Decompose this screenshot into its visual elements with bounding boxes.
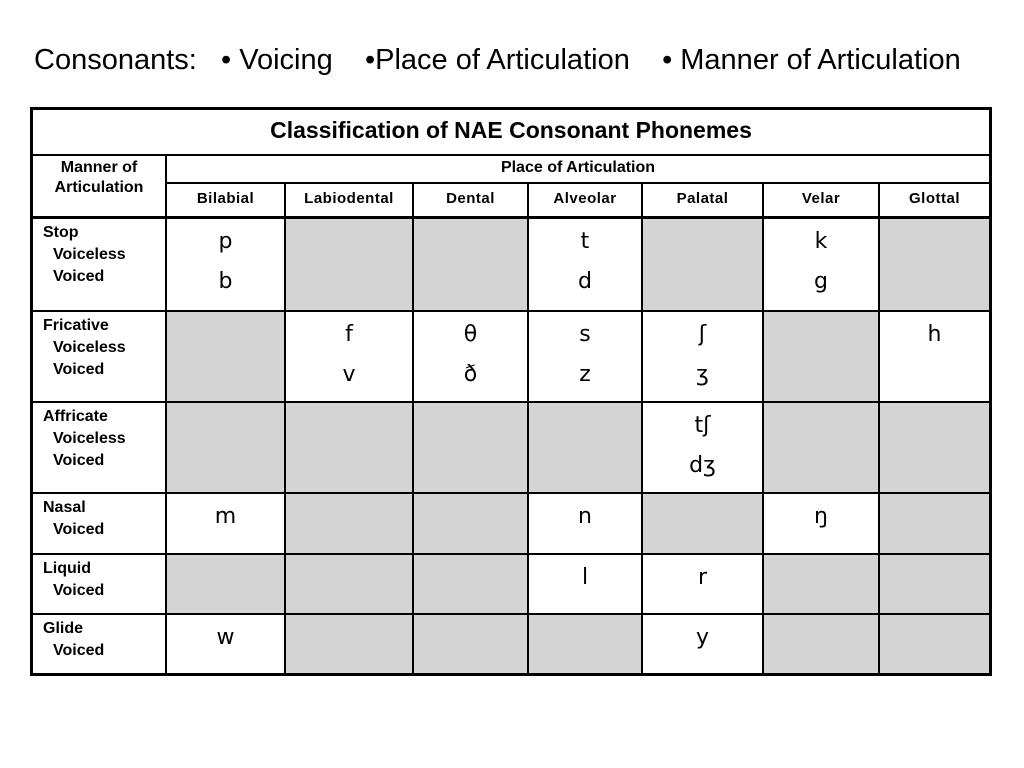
phoneme-symbol: l	[581, 565, 589, 590]
manner-label: Stop	[43, 224, 79, 241]
voicing-label: Voiced	[53, 452, 105, 469]
phoneme-symbol: m	[214, 504, 237, 529]
phoneme-symbol: h	[927, 322, 942, 347]
voicing-label: Voiced	[53, 268, 105, 285]
phoneme-cell	[167, 615, 286, 673]
voicing-label: Voiced	[53, 361, 105, 378]
phoneme-symbol: v	[342, 362, 356, 387]
empty-cell	[764, 312, 880, 403]
phoneme-cell	[764, 219, 880, 312]
manner-label: Glide	[43, 620, 84, 637]
voicing-label: Voiced	[53, 521, 105, 538]
empty-cell	[764, 403, 880, 494]
phoneme-cell	[529, 219, 643, 312]
consonant-table	[30, 107, 992, 676]
empty-cell	[529, 403, 643, 494]
empty-cell	[880, 219, 989, 312]
bullet-voicing: • Voicing	[221, 44, 333, 76]
empty-cell	[414, 615, 529, 673]
empty-cell	[643, 494, 764, 555]
phoneme-cell	[643, 615, 764, 673]
empty-cell	[414, 219, 529, 312]
phoneme-cell	[643, 403, 764, 494]
manner-header	[33, 156, 167, 219]
manner-label: Liquid	[43, 560, 91, 577]
empty-cell	[880, 555, 989, 615]
empty-cell	[414, 403, 529, 494]
phoneme-symbol: t	[580, 229, 590, 254]
phoneme-symbol: n	[578, 504, 592, 529]
manner-header-line-2: Articulation	[54, 179, 144, 196]
empty-cell	[286, 555, 414, 615]
empty-cell	[167, 403, 286, 494]
column-header-alveolar: Alveolar	[529, 184, 643, 219]
manner-header-line-1: Manner of	[60, 159, 138, 176]
column-header-glottal: Glottal	[880, 184, 989, 219]
phoneme-symbol: p	[218, 229, 233, 254]
phoneme-cell	[167, 494, 286, 555]
empty-cell	[643, 219, 764, 312]
phoneme-symbol: g	[814, 269, 828, 294]
empty-cell	[764, 615, 880, 673]
column-header-velar: Velar	[764, 184, 880, 219]
empty-cell	[286, 403, 414, 494]
phoneme-symbol: s	[579, 322, 591, 347]
empty-cell	[880, 403, 989, 494]
phoneme-symbol: tʃ	[694, 413, 711, 438]
voicing-label: Voiceless	[53, 430, 126, 447]
empty-cell	[286, 219, 414, 312]
voicing-label: Voiceless	[53, 339, 126, 356]
manner-label: Affricate	[43, 408, 108, 425]
phoneme-symbol: y	[695, 625, 710, 650]
voicing-label: Voiceless	[53, 246, 126, 263]
phoneme-symbol: k	[814, 229, 828, 254]
phoneme-symbol: r	[697, 565, 708, 590]
empty-cell	[167, 312, 286, 403]
row-label-affricate	[33, 403, 167, 494]
column-header-dental: Dental	[414, 184, 529, 219]
table-caption: Classification of NAE Consonant Phonemes	[33, 110, 989, 156]
phoneme-symbol: w	[216, 625, 235, 650]
manner-label: Nasal	[43, 499, 86, 516]
empty-cell	[880, 615, 989, 673]
phoneme-cell	[286, 312, 414, 403]
empty-cell	[414, 494, 529, 555]
phoneme-symbol: ð	[463, 362, 478, 387]
phoneme-symbol: θ	[463, 322, 478, 347]
phoneme-symbol: ŋ	[814, 504, 828, 529]
phoneme-symbol: d	[578, 269, 592, 294]
manner-label: Fricative	[43, 317, 109, 334]
voicing-label: Voiced	[53, 642, 105, 659]
phoneme-cell	[643, 555, 764, 615]
column-header-labiodental: Labiodental	[286, 184, 414, 219]
empty-cell	[286, 494, 414, 555]
phoneme-symbol: z	[579, 362, 591, 387]
phoneme-cell	[529, 555, 643, 615]
phoneme-cell	[167, 219, 286, 312]
empty-cell	[880, 494, 989, 555]
phoneme-symbol: dʒ	[689, 453, 716, 478]
phoneme-symbol: b	[218, 269, 233, 294]
empty-cell	[764, 555, 880, 615]
voicing-label: Voiced	[53, 582, 105, 599]
phoneme-cell	[764, 494, 880, 555]
row-label-liquid	[33, 555, 167, 615]
phoneme-cell	[529, 494, 643, 555]
phoneme-cell	[880, 312, 989, 403]
place-header: Place of Articulation	[167, 156, 989, 184]
title-prefix: Consonants:	[34, 44, 197, 76]
phoneme-symbol: f	[345, 322, 353, 347]
column-header-palatal: Palatal	[643, 184, 764, 219]
bullet-place: •Place of Articulation	[364, 44, 630, 76]
column-header-bilabial: Bilabial	[167, 184, 286, 219]
phoneme-cell	[529, 312, 643, 403]
empty-cell	[286, 615, 414, 673]
empty-cell	[167, 555, 286, 615]
phoneme-cell	[414, 312, 529, 403]
empty-cell	[529, 615, 643, 673]
phoneme-symbol: ʃ	[698, 322, 707, 347]
phoneme-symbol: ʒ	[696, 362, 709, 387]
row-label-fricative	[33, 312, 167, 403]
row-label-nasal	[33, 494, 167, 555]
row-label-glide	[33, 615, 167, 673]
row-label-stop	[33, 219, 167, 312]
empty-cell	[414, 555, 529, 615]
slide-title	[34, 42, 994, 79]
phoneme-cell	[643, 312, 764, 403]
bullet-manner: • Manner of Articulation	[662, 44, 961, 76]
